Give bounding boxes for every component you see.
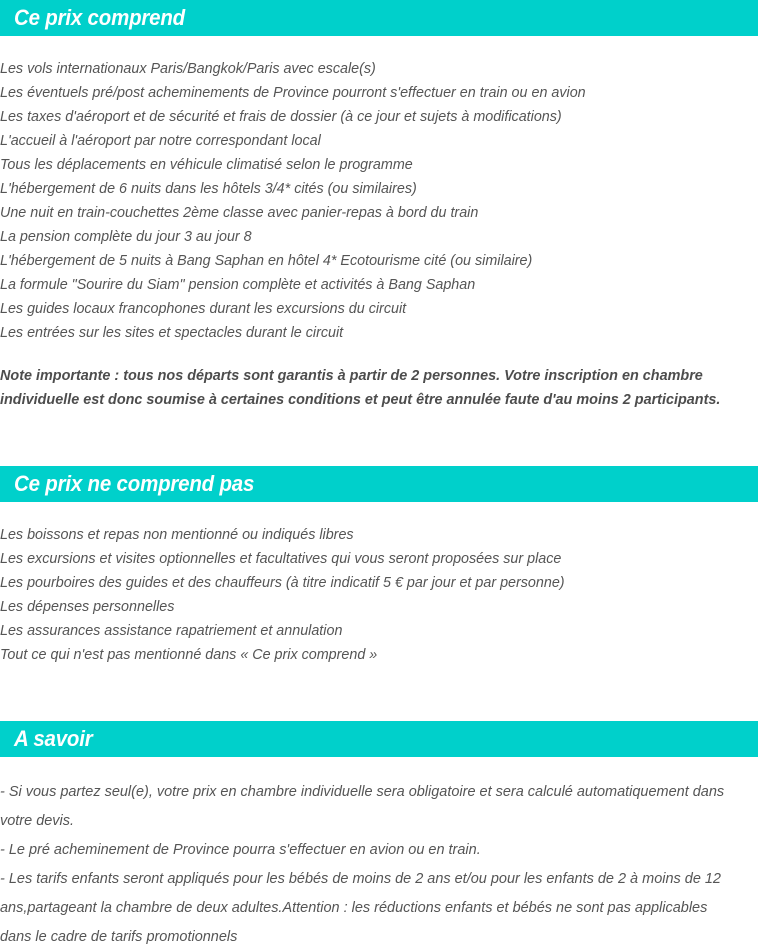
section-ce-prix-ne-comprend-pas: [0, 466, 758, 667]
list-item: Les taxes d'aéroport et de sécurité et frais de dossier (à ce jour et sujets à modifications): [0, 108, 562, 125]
spacer: [0, 667, 758, 721]
list-item: La pension complète du jour 3 au jour 8: [0, 228, 252, 245]
list-item: Les boissons et repas non mentionné ou indiqués libres: [0, 526, 354, 543]
section-title-excluded: Ce prix ne comprend pas: [14, 471, 255, 496]
spacer: [0, 757, 758, 777]
important-note: Note importante : tous nos départs sont garantis à partir de 2 personnes. Votre inscription en chambre individuelle est donc soumise à certaines conditions et peut être annulée faute d'au moins 2 participants.: [0, 367, 721, 408]
list-item: Une nuit en train-couchettes 2ème classe avec panier-repas à bord du train: [0, 204, 479, 221]
spacer: [0, 412, 758, 466]
list-item: L'hébergement de 6 nuits dans les hôtels 3/4* cités (ou similaires): [0, 180, 417, 197]
spacer: [0, 345, 758, 364]
list-item: Tout ce qui n'est pas mentionné dans « Ce prix comprend »: [0, 646, 378, 663]
section-header-bar-good-to-know: [0, 721, 758, 757]
spacer: [0, 36, 758, 57]
spacer: [0, 502, 758, 523]
section-header-bar-excluded: [0, 466, 758, 502]
list-item: Les assurances assistance rapatriement et annulation: [0, 622, 343, 639]
section-body-good-to-know: [0, 777, 758, 951]
section-body-excluded: [0, 523, 758, 667]
section-a-savoir: [0, 721, 758, 951]
list-item: Les pourboires des guides et des chauffeurs (à titre indicatif 5 € par jour et par personne): [0, 574, 565, 591]
list-item: Les éventuels pré/post acheminements de Province pourront s'effectuer en train ou en avion: [0, 84, 586, 101]
list-item: L'accueil à l'aéroport par notre correspondant local: [0, 132, 321, 149]
section-header-bar-included: [0, 0, 758, 36]
list-item: Les vols internationaux Paris/Bangkok/Paris avec escale(s): [0, 60, 376, 77]
paragraph: - Le pré acheminement de Province pourra s'effectuer en avion ou en train.: [0, 841, 481, 858]
paragraph: - Les tarifs enfants seront appliqués pour les bébés de moins de 2 ans et/ou pour les enfants de 2 à moins de 12 ans,partageant la chambre de deux adultes.Attention : les réductions enfants et bébés ne sont pas applicables dans le cadre de tarifs promotionnels: [0, 870, 721, 945]
list-item: Les entrées sur les sites et spectacles durant le circuit: [0, 324, 344, 341]
section-title-included: Ce prix comprend: [14, 5, 185, 30]
list-item: Les guides locaux francophones durant les excursions du circuit: [0, 300, 407, 317]
list-item: Les excursions et visites optionnelles et facultatives qui vous seront proposées sur place: [0, 550, 562, 567]
section-body-included: [0, 57, 758, 412]
list-item: Tous les déplacements en véhicule climatisé selon le programme: [0, 156, 413, 173]
paragraph: - Si vous partez seul(e), votre prix en chambre individuelle sera obligatoire et sera calculé automatiquement dans votre devis.: [0, 783, 725, 829]
section-title-good-to-know: A savoir: [14, 726, 93, 751]
list-item: Les dépenses personnelles: [0, 598, 175, 615]
list-item: L'hébergement de 5 nuits à Bang Saphan en hôtel 4* Ecotourisme cité (ou similaire): [0, 252, 533, 269]
section-ce-prix-comprend: [0, 0, 758, 412]
list-item: La formule "Sourire du Siam" pension complète et activités à Bang Saphan: [0, 276, 476, 293]
